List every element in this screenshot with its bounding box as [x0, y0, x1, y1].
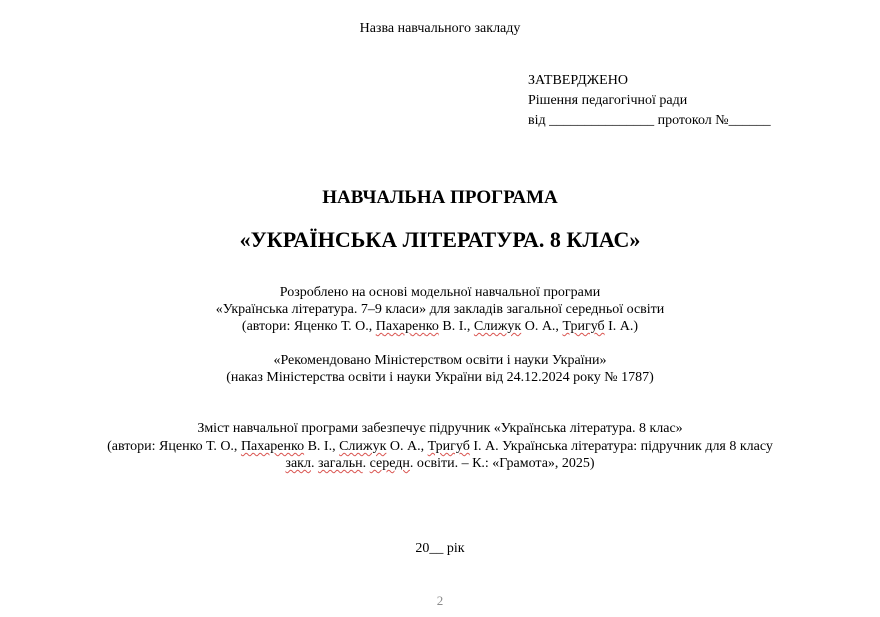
author-name: Пахаренко	[240, 439, 305, 454]
program-title: НАВЧАЛЬНА ПРОГРАМА	[322, 187, 558, 208]
author-name: Слижук	[473, 319, 522, 334]
textbook-publisher-line: закл. загальн. середн. освіти. – К.: «Грамота», 2025)	[285, 456, 595, 471]
program-subject-title: «УКРАЇНСЬКА ЛІТЕРАТУРА. 8 КЛАС»	[239, 227, 641, 252]
author-name: Пахаренко	[375, 319, 439, 334]
recommendation-order-line: (наказ Міністерства освіти і науки України від 24.12.2024 року № 1787)	[226, 370, 654, 385]
basis-authors-line: (автори: Яценко Т. О., Пахаренко В. І., Слижук О. А., Тригуб І. А.)	[241, 319, 639, 334]
basis-line-1: Розроблено на основі модельної навчальної програми	[279, 285, 601, 300]
approval-council-line: Рішення педагогічної ради	[528, 93, 688, 108]
basis-line-2: «Українська література. 7–9 класи» для закладів загальної середньої освіти	[215, 302, 665, 317]
year-line: 20__ рік	[415, 541, 465, 556]
author-name: Слижук	[339, 439, 387, 454]
recommendation-line-1: «Рекомендовано Міністерством освіти і науки України»	[273, 353, 607, 368]
institution-name: Назва навчального закладу	[359, 21, 521, 36]
page-number: 2	[436, 593, 444, 608]
textbook-authors-line: (автори: Яценко Т. О., Пахаренко В. І., Слижук О. А., Тригуб І. А. Українська література: підручник для 8 класу	[107, 439, 773, 454]
author-name: Тригуб	[562, 319, 605, 334]
textbook-line-1: Зміст навчальної програми забезпечує підручник «Українська література. 8 клас»	[197, 421, 683, 436]
approval-protocol-line: від _______________ протокол №______	[528, 113, 771, 128]
approval-title: ЗАТВЕРДЖЕНО	[528, 73, 628, 88]
author-name: Тригуб	[427, 439, 470, 454]
